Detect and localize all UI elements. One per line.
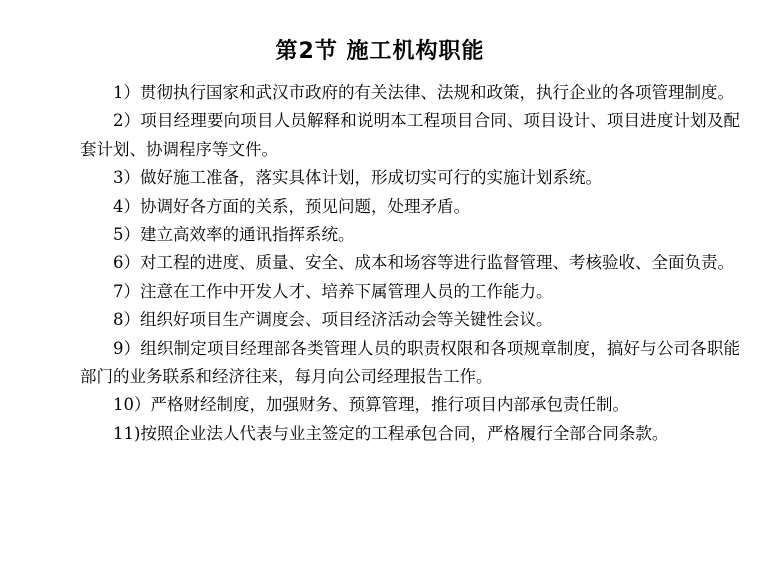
duty-item-10: 10）严格财经制度，加强财务、预算管理，推行项目内部承包责任制。 xyxy=(113,395,629,415)
duties-list xyxy=(80,79,740,448)
section-title: 第2节 施工机构职能 xyxy=(275,38,485,64)
duty-item-7: 7）注意在工作中开发人才、培养下属管理人员的工作能力。 xyxy=(113,281,553,301)
duty-item-5: 5）建立高效率的通讯指挥系统。 xyxy=(113,225,355,245)
duty-item-6: 6）对工程的进度、质量、安全、成本和场容等进行监督管理、考核验收、全面负责。 xyxy=(113,253,734,273)
duty-item-1: 1）贯彻执行国家和武汉市政府的有关法律、法规和政策，执行企业的各项管理制度。 xyxy=(113,83,734,102)
duty-item-3: 3）做好施工准备，落实具体计划，形成切实可行的实施计划系统。 xyxy=(113,168,602,188)
duty-item-9: 9）组织制定项目经理部各类管理人员的职责权限和各项规章制度，搞好与公司各职能部门的业务联系和经济往来，每月向公司经理报告工作。 xyxy=(80,338,740,387)
duty-item-11: 11)按照企业法人代表与业主签定的工程承包合同，严格履行全部合同条款。 xyxy=(113,423,669,443)
duty-item-8: 8）组织好项目生产调度会、项目经济活动会等关键性会议。 xyxy=(113,310,553,330)
duty-item-4: 4）协调好各方面的关系，预见问题，处理矛盾。 xyxy=(113,196,470,216)
duty-item-2: 2）项目经理要向项目人员解释和说明本工程项目合同、项目设计、项目进度计划及配套计划、协调程序等文件。 xyxy=(80,111,740,159)
